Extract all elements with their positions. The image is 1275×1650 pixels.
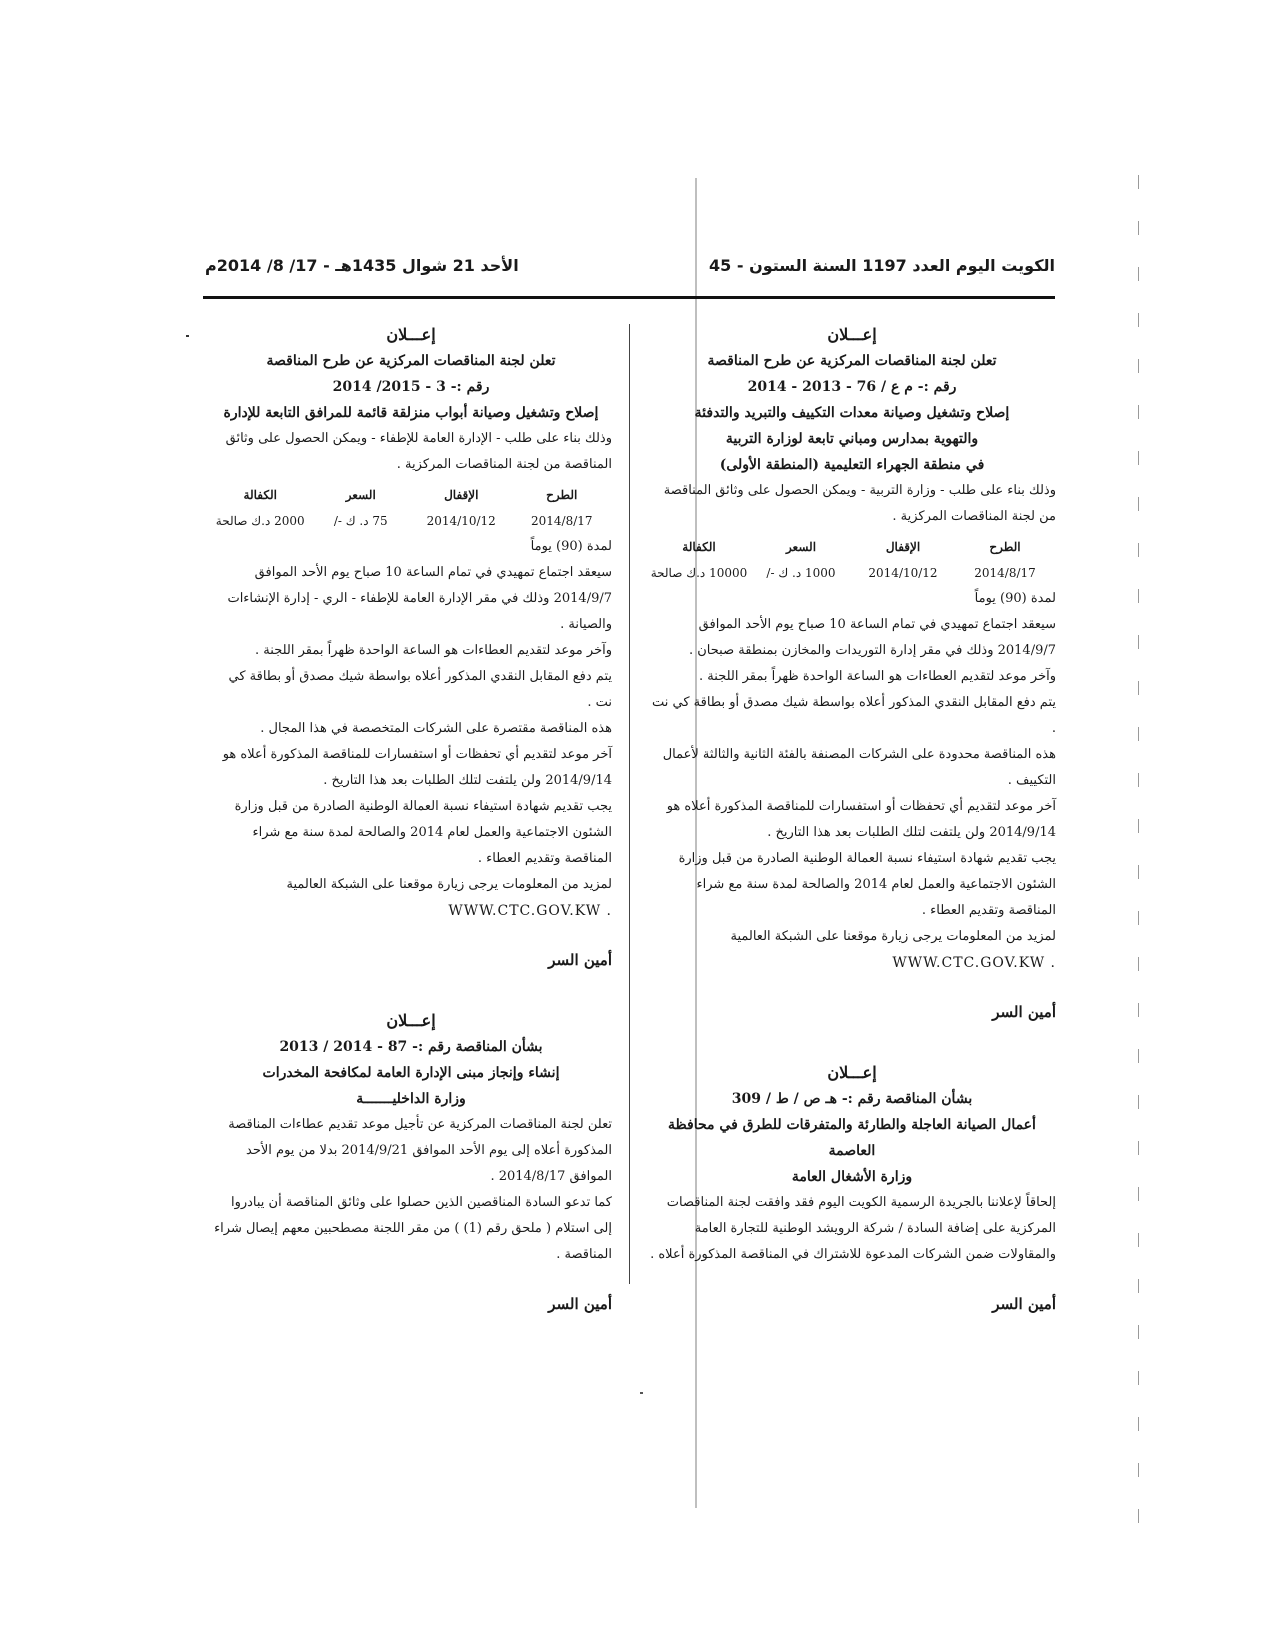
tender-announcement xyxy=(648,322,1056,1026)
certificate-notice: يجب تقديم شهادة استيفاء نسبة العمالة الوطنية الصادرة من قبل وزارة الشئون الاجتماعية والعمل لعام 2014 والصالحة لمدة سنة مع شراء المناقصة وتقديم العطاء . xyxy=(678,851,1056,918)
table-header-cell: الكفالة xyxy=(243,488,277,502)
announcement-body: كما تدعو السادة المناقصين الذين حصلوا على وثائق المناقصة أن يبادروا إلى استلام ( ملحق رقم (1) ) من مقر اللجنة مصطحبين معهم إيصال شراء المناقصة . xyxy=(214,1195,612,1262)
payment-notice: يتم دفع المقابل النقدي المذكور أعلاه بواسطة شيك مصدق أو بطاقة كي نت . xyxy=(228,669,612,710)
tender-subject: إصلاح وتشغيل وصيانة معدات التكييف والتبريد والتدفئة xyxy=(694,405,1010,421)
tender-subject: والتهوية بمدارس ومباني تابعة لوزارة التربية xyxy=(725,431,979,447)
eligibility-notice: هذه المناقصة مقتصرة على الشركات المتخصصة في هذا المجال . xyxy=(260,721,612,736)
tender-subject: أعمال الصيانة العاجلة والطارئة والمتفرقات للطرق في محافظة العاصمة xyxy=(668,1117,1036,1159)
tender-announcement xyxy=(648,1060,1056,1318)
inquiries-notice: آخر موعد لتقديم أي تحفظات أو استفسارات للمناقصة المذكورة أعلاه هو 2014/9/14 ولن يلتفت لتلك الطلبات بعد هذا التاريخ . xyxy=(222,747,612,788)
inquiries-notice: آخر موعد لتقديم أي تحفظات أو استفسارات للمناقصة المذكورة أعلاه هو 2014/9/14 ولن يلتفت لتلك الطلبات بعد هذا التاريخ . xyxy=(666,799,1056,840)
tender-number: بشأن المناقصة رقم :- هـ ص / ط / 309 xyxy=(731,1091,973,1107)
tender-subject: إصلاح وتشغيل وصيانة أبواب منزلقة قائمة للمرافق التابعة للإدارة xyxy=(223,405,599,421)
right-column xyxy=(648,322,1056,1352)
announcement-body: إلحاقاً لإعلاننا بالجريدة الرسمية الكويت اليوم فقد وافقت لجنة المناقصات المركزية على إضافة السادة / شركة الرويشد الوطنية للتجارة العامة والمقاولات ضمن الشركات المدعوة للاشتراك في المناقصة المذكورة أعلاه . xyxy=(650,1195,1056,1262)
column-divider xyxy=(629,324,630,1284)
header-issue-info: الكويت اليوم العدد 1197 السنة الستون - 45 xyxy=(709,256,1055,275)
table-cell: 2014/10/12 xyxy=(426,514,496,528)
table-cell: 2000 د.ك صالحة xyxy=(215,514,305,528)
announcement-heading: تعلن لجنة المناقصات المركزية عن طرح المناقصة xyxy=(707,353,997,369)
announcement-heading: تعلن لجنة المناقصات المركزية عن طرح المناقصة xyxy=(266,353,556,369)
signature: أمين السر xyxy=(992,1003,1056,1021)
table-cell: 1000 د. ك -/ xyxy=(766,566,836,580)
website-url: WWW.CTC.GOV.KW . xyxy=(448,903,612,919)
tender-intro: وذلك بناء على طلب - الإدارة العامة للإطفاء - ويمكن الحصول على وثائق المناقصة من لجنة المناقصات المركزية . xyxy=(225,431,612,472)
table-cell: 75 د. ك -/ xyxy=(333,514,388,528)
more-info-notice: لمزيد من المعلومات يرجى زيارة موقعنا على الشبكة العالمية xyxy=(730,929,1056,944)
table-cell: 2014/10/12 xyxy=(868,566,938,580)
eligibility-notice: هذه المناقصة محدودة على الشركات المصنفة بالفئة الثانية والثالثة لأعمال التكييف . xyxy=(662,747,1056,788)
header-rule xyxy=(203,296,1055,299)
website-url: WWW.CTC.GOV.KW . xyxy=(892,955,1056,971)
tender-announcement xyxy=(210,322,612,974)
scan-speck xyxy=(186,335,189,337)
page-header xyxy=(205,256,1055,286)
scan-speck xyxy=(640,1392,643,1394)
tender-intro: وذلك بناء على طلب - وزارة التربية - ويمكن الحصول على وثائق المناقصة من لجنة المناقصات المركزية . xyxy=(663,483,1056,524)
ministry-name: وزارة الداخليـــــــة xyxy=(356,1091,466,1107)
scan-edge-marks xyxy=(1138,175,1139,1555)
deadline-notice: وآخر موعد لتقديم العطاءات هو الساعة الواحدة ظهراً بمقر اللجنة . xyxy=(699,669,1056,684)
tender-number: رقم :- 3 - 2015/ 2014 xyxy=(332,379,490,395)
table-header-row xyxy=(648,534,1056,560)
table-header-cell: الطرح xyxy=(546,488,578,502)
tender-subject: إنشاء وإنجاز مبنى الإدارة العامة لمكافحة المخدرات xyxy=(262,1065,560,1081)
guarantee-validity: لمدة (90) يوماً xyxy=(530,539,612,554)
left-column xyxy=(210,322,612,1352)
table-row xyxy=(210,508,612,534)
tender-number: بشأن المناقصة رقم :- 87 - 2014 / 2013 xyxy=(279,1039,543,1055)
table-cell: 2014/8/17 xyxy=(530,514,593,528)
table-header-cell: السعر xyxy=(785,540,817,554)
table-header-cell: الكفالة xyxy=(682,540,716,554)
announcement-body: تعلن لجنة المناقصات المركزية عن تأجيل موعد تقديم عطاءات المناقصة المذكورة أعلاه إلى يوم الأحد الموافق 2014/9/21 بدلا من يوم الأحد الموافق 2014/8/17 . xyxy=(228,1117,612,1184)
table-header-cell: الإقفال xyxy=(444,488,479,502)
meeting-notice: سيعقد اجتماع تمهيدي في تمام الساعة 10 صباح يوم الأحد الموافق 2014/9/7 وذلك في مقر الإدارة العامة للإطفاء - الري - إدارة الإنشاءات والصيانة . xyxy=(227,565,612,632)
tender-subject: في منطقة الجهراء التعليمية (المنطقة الأولى) xyxy=(719,457,985,473)
announcement-title: إعـــلان xyxy=(827,1063,877,1082)
certificate-notice: يجب تقديم شهادة استيفاء نسبة العمالة الوطنية الصادرة من قبل وزارة الشئون الاجتماعية والعمل لعام 2014 والصالحة لمدة سنة مع شراء المناقصة وتقديم العطاء . xyxy=(234,799,612,866)
tender-number: رقم :- م ع / 76 - 2013 - 2014 xyxy=(747,379,957,395)
tender-details-table xyxy=(210,482,612,534)
meeting-notice: سيعقد اجتماع تمهيدي في تمام الساعة 10 صباح يوم الأحد الموافق 2014/9/7 وذلك في مقر إدارة التوريدات والمخازن بمنطقة صبحان . xyxy=(688,617,1056,658)
ministry-name: وزارة الأشغال العامة xyxy=(791,1169,913,1185)
signature: أمين السر xyxy=(548,951,612,969)
more-info-notice: لمزيد من المعلومات يرجى زيارة موقعنا على الشبكة العالمية xyxy=(286,877,612,892)
announcement-title: إعـــلان xyxy=(827,325,877,344)
table-header-cell: السعر xyxy=(345,488,376,502)
signature: أمين السر xyxy=(548,1295,612,1313)
table-cell: 10000 د.ك صالحة xyxy=(650,566,748,580)
table-cell: 2014/8/17 xyxy=(974,566,1036,580)
tender-announcement xyxy=(210,1008,612,1318)
table-header-cell: الإقفال xyxy=(885,540,921,554)
signature: أمين السر xyxy=(992,1295,1056,1313)
deadline-notice: وآخر موعد لتقديم العطاءات هو الساعة الواحدة ظهراً بمقر اللجنة . xyxy=(255,643,612,658)
header-date: الأحد 21 شوال 1435هـ - 17/ 8/ 2014م xyxy=(205,256,519,275)
payment-notice: يتم دفع المقابل النقدي المذكور أعلاه بواسطة شيك مصدق أو بطاقة كي نت . xyxy=(651,695,1056,736)
table-row xyxy=(648,560,1056,586)
announcement-title: إعـــلان xyxy=(386,1011,436,1030)
table-header-cell: الطرح xyxy=(989,540,1021,554)
guarantee-validity: لمدة (90) يوماً xyxy=(974,591,1056,606)
tender-details-table xyxy=(648,534,1056,586)
announcement-title: إعـــلان xyxy=(386,325,436,344)
table-header-row xyxy=(210,482,612,508)
